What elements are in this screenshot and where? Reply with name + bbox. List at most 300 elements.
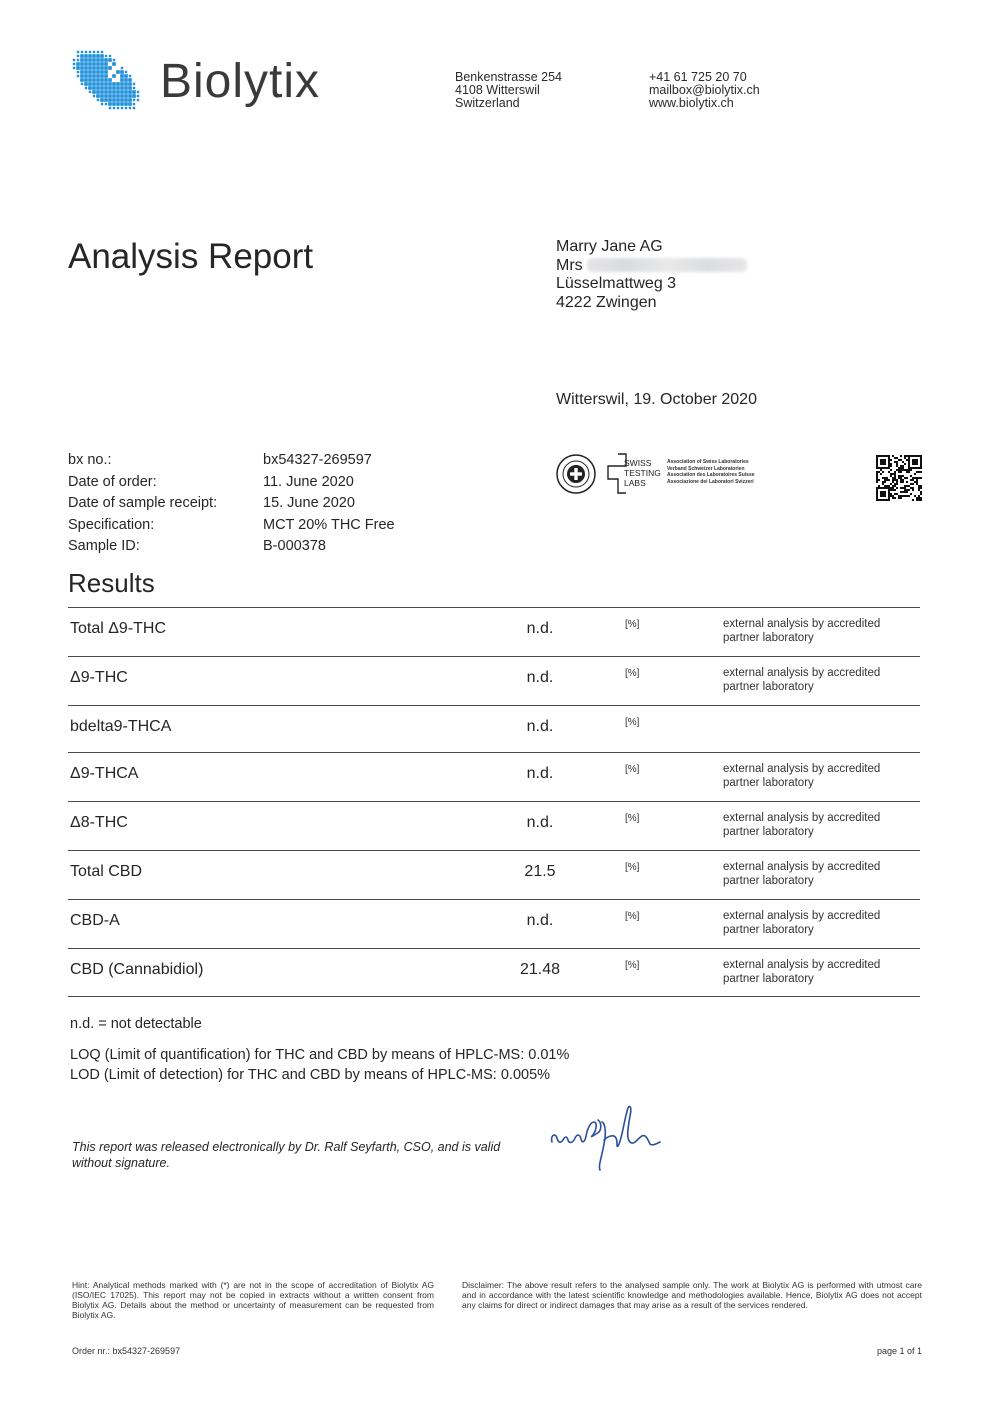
qr-cell	[898, 497, 900, 499]
logo-pixel	[80, 58, 84, 62]
result-value: 21.48	[519, 961, 561, 978]
recipient-city: 4222 Zwingen	[556, 293, 657, 311]
logo-pixel	[104, 90, 108, 94]
qr-cell	[908, 463, 910, 465]
result-unit: [%]	[625, 668, 640, 679]
logo-pixel	[109, 107, 111, 109]
qr-cell	[892, 489, 894, 491]
info-value: 11. June 2020	[263, 473, 354, 490]
qr-cell	[916, 481, 918, 483]
nd-definition: n.d. = not detectable	[70, 1016, 202, 1032]
result-note: external analysis by accredited partner laboratory	[723, 812, 881, 838]
qr-cell	[888, 471, 890, 473]
info-value: B-000378	[263, 538, 326, 554]
info-row	[68, 472, 395, 494]
qr-cell	[876, 459, 878, 461]
qr-cell	[876, 499, 878, 501]
logo-pixel	[132, 94, 136, 98]
qr-cell	[886, 455, 888, 457]
info-row	[68, 515, 395, 537]
qr-cell	[882, 483, 884, 485]
logo-pixel	[116, 82, 120, 86]
qr-cell	[898, 469, 900, 471]
company-contact	[649, 71, 760, 110]
logo-pixel	[97, 99, 99, 101]
qr-cell	[900, 471, 902, 473]
qr-cell	[882, 463, 884, 465]
logo-pixel	[105, 103, 107, 105]
logo-pixel	[124, 90, 128, 94]
hint-text: Hint: Analytical methods marked with (*) are not in the scope of accreditation of Biolytix AG (ISO/IEC 17025). This report may not be copied in extracts without a written consent from Biolytix AG. Details about the method or uncertainty of measurement can be requested from Biolytix AG.	[72, 1280, 434, 1320]
qr-cell	[902, 487, 904, 489]
logo-pixel	[81, 83, 83, 85]
qr-cell	[890, 459, 892, 461]
result-note: external analysis by accredited partner laboratory	[723, 861, 881, 887]
qr-cell	[876, 461, 878, 463]
qr-cell	[894, 485, 896, 487]
qr-cell	[908, 459, 910, 461]
qr-cell	[880, 493, 882, 495]
logo-pixel	[104, 78, 108, 82]
table-row	[68, 850, 920, 899]
logo-pixel	[137, 95, 139, 97]
qr-cell	[884, 467, 886, 469]
analyte-name: CBD-A	[70, 912, 120, 929]
info-row	[68, 493, 395, 515]
qr-cell	[884, 463, 886, 465]
logo-pixel	[124, 82, 128, 86]
qr-cell	[876, 455, 878, 457]
logo-pixel	[96, 58, 100, 62]
result-value: n.d.	[526, 912, 554, 929]
logo-pixel	[92, 70, 96, 74]
qr-cell	[878, 485, 880, 487]
qr-cell	[900, 465, 902, 467]
qr-cell	[914, 467, 916, 469]
logo-pixel	[124, 78, 128, 82]
logo-pixel	[137, 99, 139, 101]
qr-cell	[890, 465, 892, 467]
qr-cell	[892, 497, 894, 499]
qr-cell	[900, 479, 902, 481]
info-row	[68, 536, 395, 558]
qr-cell	[884, 459, 886, 461]
logo-pixel	[112, 62, 116, 66]
qr-cell	[900, 491, 902, 493]
logo-pixel	[88, 62, 92, 66]
logo-pixel	[92, 90, 96, 94]
logo-pixel	[112, 90, 116, 94]
logo-pixel	[109, 55, 111, 57]
website: www.biolytix.ch	[649, 96, 734, 110]
analyte-name: CBD (Cannabidiol)	[70, 961, 204, 978]
qr-cell	[894, 457, 896, 459]
qr-cell	[908, 461, 910, 463]
qr-cell	[908, 457, 910, 459]
logo-pixel	[92, 74, 96, 78]
qr-cell	[888, 463, 890, 465]
company-name: Biolytix	[160, 55, 321, 108]
qr-cell	[892, 455, 894, 457]
logo-pixel	[128, 94, 132, 98]
logo-pixel	[124, 86, 128, 90]
qr-cell	[910, 479, 912, 481]
qr-cell	[912, 489, 914, 491]
qr-cell	[904, 469, 906, 471]
logo-pixel	[96, 94, 100, 98]
qr-cell	[884, 493, 886, 495]
result-note: external analysis by accredited partner laboratory	[723, 618, 881, 644]
logo-pixel	[125, 71, 127, 73]
logo-pixel	[89, 91, 91, 93]
qr-cell	[900, 481, 902, 483]
qr-cell	[914, 459, 916, 461]
info-value: bx54327-269597	[263, 452, 372, 468]
handwritten-signature	[546, 1100, 681, 1175]
qr-cell	[892, 495, 894, 497]
result-unit: [%]	[625, 619, 640, 630]
result-note: external analysis by accredited partner laboratory	[723, 910, 881, 936]
logo-pixel	[108, 98, 112, 102]
qr-cell	[920, 487, 922, 489]
logo-pixel	[100, 70, 104, 74]
logo-pixel	[120, 90, 124, 94]
qr-cell	[908, 485, 910, 487]
qr-cell	[884, 499, 886, 501]
qr-cell	[890, 463, 892, 465]
logo-pixel	[84, 78, 88, 82]
recipient-street: Lüsselmattweg 3	[556, 275, 677, 292]
result-value: n.d.	[526, 765, 554, 782]
logo-pixel	[133, 87, 135, 89]
logo-pixel	[121, 67, 123, 69]
redacted-name	[587, 258, 747, 272]
qr-cell	[916, 455, 918, 457]
logo-pixel	[76, 66, 80, 70]
result-value: 21.5	[524, 863, 556, 880]
qr-cell	[896, 465, 898, 467]
stl-line: TESTING	[624, 468, 661, 478]
qr-cell	[906, 459, 908, 461]
qr-cell	[876, 479, 878, 481]
logo-pixel	[112, 86, 116, 90]
address-line: Switzerland	[455, 96, 520, 110]
logo-pixel	[77, 55, 79, 57]
table-row	[68, 705, 920, 752]
qr-cell	[880, 499, 882, 501]
qr-cell	[888, 487, 890, 489]
qr-cell	[882, 477, 884, 479]
logo-pixel	[80, 66, 84, 70]
qr-cell	[876, 493, 878, 495]
results-heading: Results	[68, 568, 155, 598]
logo-pixel	[108, 94, 112, 98]
qr-cell	[884, 487, 886, 489]
logo-pixel	[88, 70, 92, 74]
result-unit: [%]	[625, 862, 640, 873]
qr-cell	[886, 477, 888, 479]
logo-pixel	[120, 86, 124, 90]
qr-cell	[902, 465, 904, 467]
qr-cell	[888, 467, 890, 469]
logo-pixel	[88, 66, 92, 70]
logo-pixel	[96, 90, 100, 94]
logo-pixel	[85, 51, 87, 53]
logo-pixel	[133, 83, 135, 85]
qr-cell	[898, 471, 900, 473]
qr-cell	[888, 497, 890, 499]
qr-cell	[920, 467, 922, 469]
qr-cell	[904, 485, 906, 487]
logo-pixel	[120, 94, 124, 98]
logo-pixel	[128, 98, 132, 102]
qr-cell	[918, 497, 920, 499]
logo-pixel	[96, 74, 100, 78]
logo-pixel	[112, 102, 116, 106]
logo-pixel	[88, 74, 92, 78]
logo-pixel	[108, 66, 112, 70]
qr-cell	[910, 487, 912, 489]
logo-pixel	[88, 78, 92, 82]
qr-cell	[892, 487, 894, 489]
logo-pixel	[100, 62, 104, 66]
logo-pixel	[100, 82, 104, 86]
qr-cell	[876, 481, 878, 483]
logo-pixel	[96, 66, 100, 70]
result-note: external analysis by accredited partner laboratory	[723, 763, 881, 789]
logo-pixel	[120, 70, 124, 74]
logo-pixel	[108, 90, 112, 94]
logo-pixel	[120, 74, 124, 78]
qr-cell	[882, 495, 884, 497]
qr-cell	[892, 481, 894, 483]
logo-pixel	[96, 54, 100, 58]
report-title: Analysis Report	[68, 237, 314, 276]
logo-pixel	[129, 75, 131, 77]
qr-cell	[902, 475, 904, 477]
qr-cell	[916, 483, 918, 485]
qr-cell	[910, 469, 912, 471]
logo-pixel	[113, 59, 115, 61]
logo-pixel	[133, 107, 135, 109]
info-label: bx no.:	[68, 452, 112, 468]
qr-cell	[914, 495, 916, 497]
logo-pixel	[128, 90, 132, 94]
qr-cell	[880, 487, 882, 489]
qr-cell	[884, 495, 886, 497]
stl-text	[624, 458, 661, 488]
logo-pixel	[77, 59, 79, 61]
logo-pixel	[80, 54, 84, 58]
qr-cell	[914, 463, 916, 465]
logo-pixel	[100, 90, 104, 94]
phone-number: +41 61 725 20 70	[649, 70, 747, 84]
page-number: page 1 of 1	[876, 1346, 922, 1356]
table-row	[68, 948, 920, 997]
qr-cell	[918, 487, 920, 489]
logo-pixel	[89, 51, 91, 53]
qr-cell	[878, 487, 880, 489]
logo-pixel	[77, 71, 79, 73]
qr-cell	[888, 479, 890, 481]
qr-cell	[892, 473, 894, 475]
logo-pixel	[84, 66, 88, 70]
qr-cell	[896, 469, 898, 471]
qr-cell	[906, 481, 908, 483]
qr-cell	[902, 479, 904, 481]
qr-cell	[888, 485, 890, 487]
qr-cell	[888, 461, 890, 463]
qr-cell	[916, 479, 918, 481]
qr-cell	[890, 475, 892, 477]
qr-cell	[920, 491, 922, 493]
qr-cell	[880, 455, 882, 457]
qr-cell	[882, 455, 884, 457]
qr-cell	[920, 471, 922, 473]
qr-cell	[876, 473, 878, 475]
logo-pixel	[100, 58, 104, 62]
qr-cell	[908, 465, 910, 467]
logo-pixel	[104, 62, 108, 66]
info-label: Date of order:	[68, 473, 157, 490]
logo-pixel	[92, 78, 96, 82]
qr-code-icon	[876, 455, 922, 501]
logo-pixel	[84, 62, 88, 66]
qr-cell	[918, 495, 920, 497]
logo-pixel	[120, 78, 124, 82]
qr-cell	[904, 491, 906, 493]
qr-cell	[910, 475, 912, 477]
qr-cell	[876, 477, 878, 479]
info-value: MCT 20% THC Free	[263, 516, 395, 533]
logo-pixel	[137, 91, 139, 93]
biolytix-logo-icon	[64, 42, 148, 118]
logo-pixel	[84, 82, 88, 86]
qr-cell	[918, 467, 920, 469]
qr-cell	[882, 471, 884, 473]
qr-cell	[918, 477, 920, 479]
qr-cell	[900, 467, 902, 469]
qr-cell	[916, 461, 918, 463]
logo-pixel	[116, 98, 120, 102]
qr-cell	[906, 469, 908, 471]
disclaimer-text: Disclaimer: The above result refers to the analysed sample only. The work at Biolytix AG is performed with utmost care and in accordance with the latest scientific knowledge and methodologies available. Hence, Biolytix AG does not accept any claims for direct or indirect damages that may arise as a result of the services rendered.	[462, 1280, 922, 1310]
qr-cell	[878, 479, 880, 481]
qr-cell	[906, 491, 908, 493]
qr-cell	[900, 495, 902, 497]
logo-pixel	[92, 66, 96, 70]
logo-pixel	[104, 94, 108, 98]
qr-cell	[918, 499, 920, 501]
logo-pixel	[100, 74, 104, 78]
qr-cell	[876, 467, 878, 469]
qr-cell	[896, 463, 898, 465]
logo-pixel	[128, 86, 132, 90]
qr-cell	[896, 479, 898, 481]
logo-pixel	[76, 62, 80, 66]
qr-cell	[892, 485, 894, 487]
logo-pixel	[100, 54, 104, 58]
logo-pixel	[108, 82, 112, 86]
qr-cell	[894, 477, 896, 479]
association-names	[667, 459, 755, 485]
result-value: n.d.	[526, 814, 554, 831]
qr-cell	[906, 471, 908, 473]
qr-cell	[886, 485, 888, 487]
logo-pixel	[108, 86, 112, 90]
qr-cell	[912, 459, 914, 461]
result-note: external analysis by accredited partner laboratory	[723, 959, 881, 985]
company-address	[455, 71, 562, 110]
logo-pixel	[124, 102, 128, 106]
logo-pixel	[88, 58, 92, 62]
logo-pixel	[116, 94, 120, 98]
qr-cell	[920, 455, 922, 457]
qr-cell	[898, 477, 900, 479]
result-unit: [%]	[625, 764, 640, 775]
accreditation-seal-icon	[556, 454, 596, 494]
logo-pixel	[104, 98, 108, 102]
logo-pixel	[120, 98, 124, 102]
logo-pixel	[116, 102, 120, 106]
info-label: Date of sample receipt:	[68, 495, 218, 511]
qr-cell	[892, 477, 894, 479]
qr-cell	[894, 489, 896, 491]
qr-cell	[918, 455, 920, 457]
logo-pixel	[100, 94, 104, 98]
logo-pixel	[73, 67, 75, 69]
qr-cell	[880, 473, 882, 475]
logo-pixel	[133, 103, 135, 105]
qr-cell	[886, 467, 888, 469]
qr-cell	[882, 499, 884, 501]
qr-cell	[914, 477, 916, 479]
qr-cell	[906, 485, 908, 487]
result-unit: [%]	[625, 717, 640, 728]
logo-pixel	[116, 86, 120, 90]
qr-cell	[882, 459, 884, 461]
logo-pixel	[73, 63, 75, 65]
result-unit: [%]	[625, 813, 640, 824]
logo-pixel	[117, 107, 119, 109]
qr-cell	[902, 461, 904, 463]
qr-cell	[898, 467, 900, 469]
qr-cell	[900, 477, 902, 479]
qr-cell	[908, 455, 910, 457]
qr-cell	[888, 457, 890, 459]
qr-cell	[908, 469, 910, 471]
logo-pixel	[85, 87, 87, 89]
logo-pixel	[104, 82, 108, 86]
logo-pixel	[112, 94, 116, 98]
logo-pixel	[124, 98, 128, 102]
qr-cell	[880, 467, 882, 469]
qr-cell	[902, 491, 904, 493]
logo-pixel	[100, 98, 104, 102]
qr-cell	[904, 477, 906, 479]
qr-cell	[908, 489, 910, 491]
stl-line: LABS	[624, 478, 646, 488]
logo-pixel	[116, 70, 120, 74]
qr-cell	[902, 495, 904, 497]
qr-cell	[896, 487, 898, 489]
qr-cell	[918, 471, 920, 473]
logo-pixel	[125, 107, 127, 109]
logo-pixel	[92, 58, 96, 62]
logo-pixel	[84, 70, 88, 74]
logo-pixel	[113, 107, 115, 109]
qr-cell	[882, 493, 884, 495]
